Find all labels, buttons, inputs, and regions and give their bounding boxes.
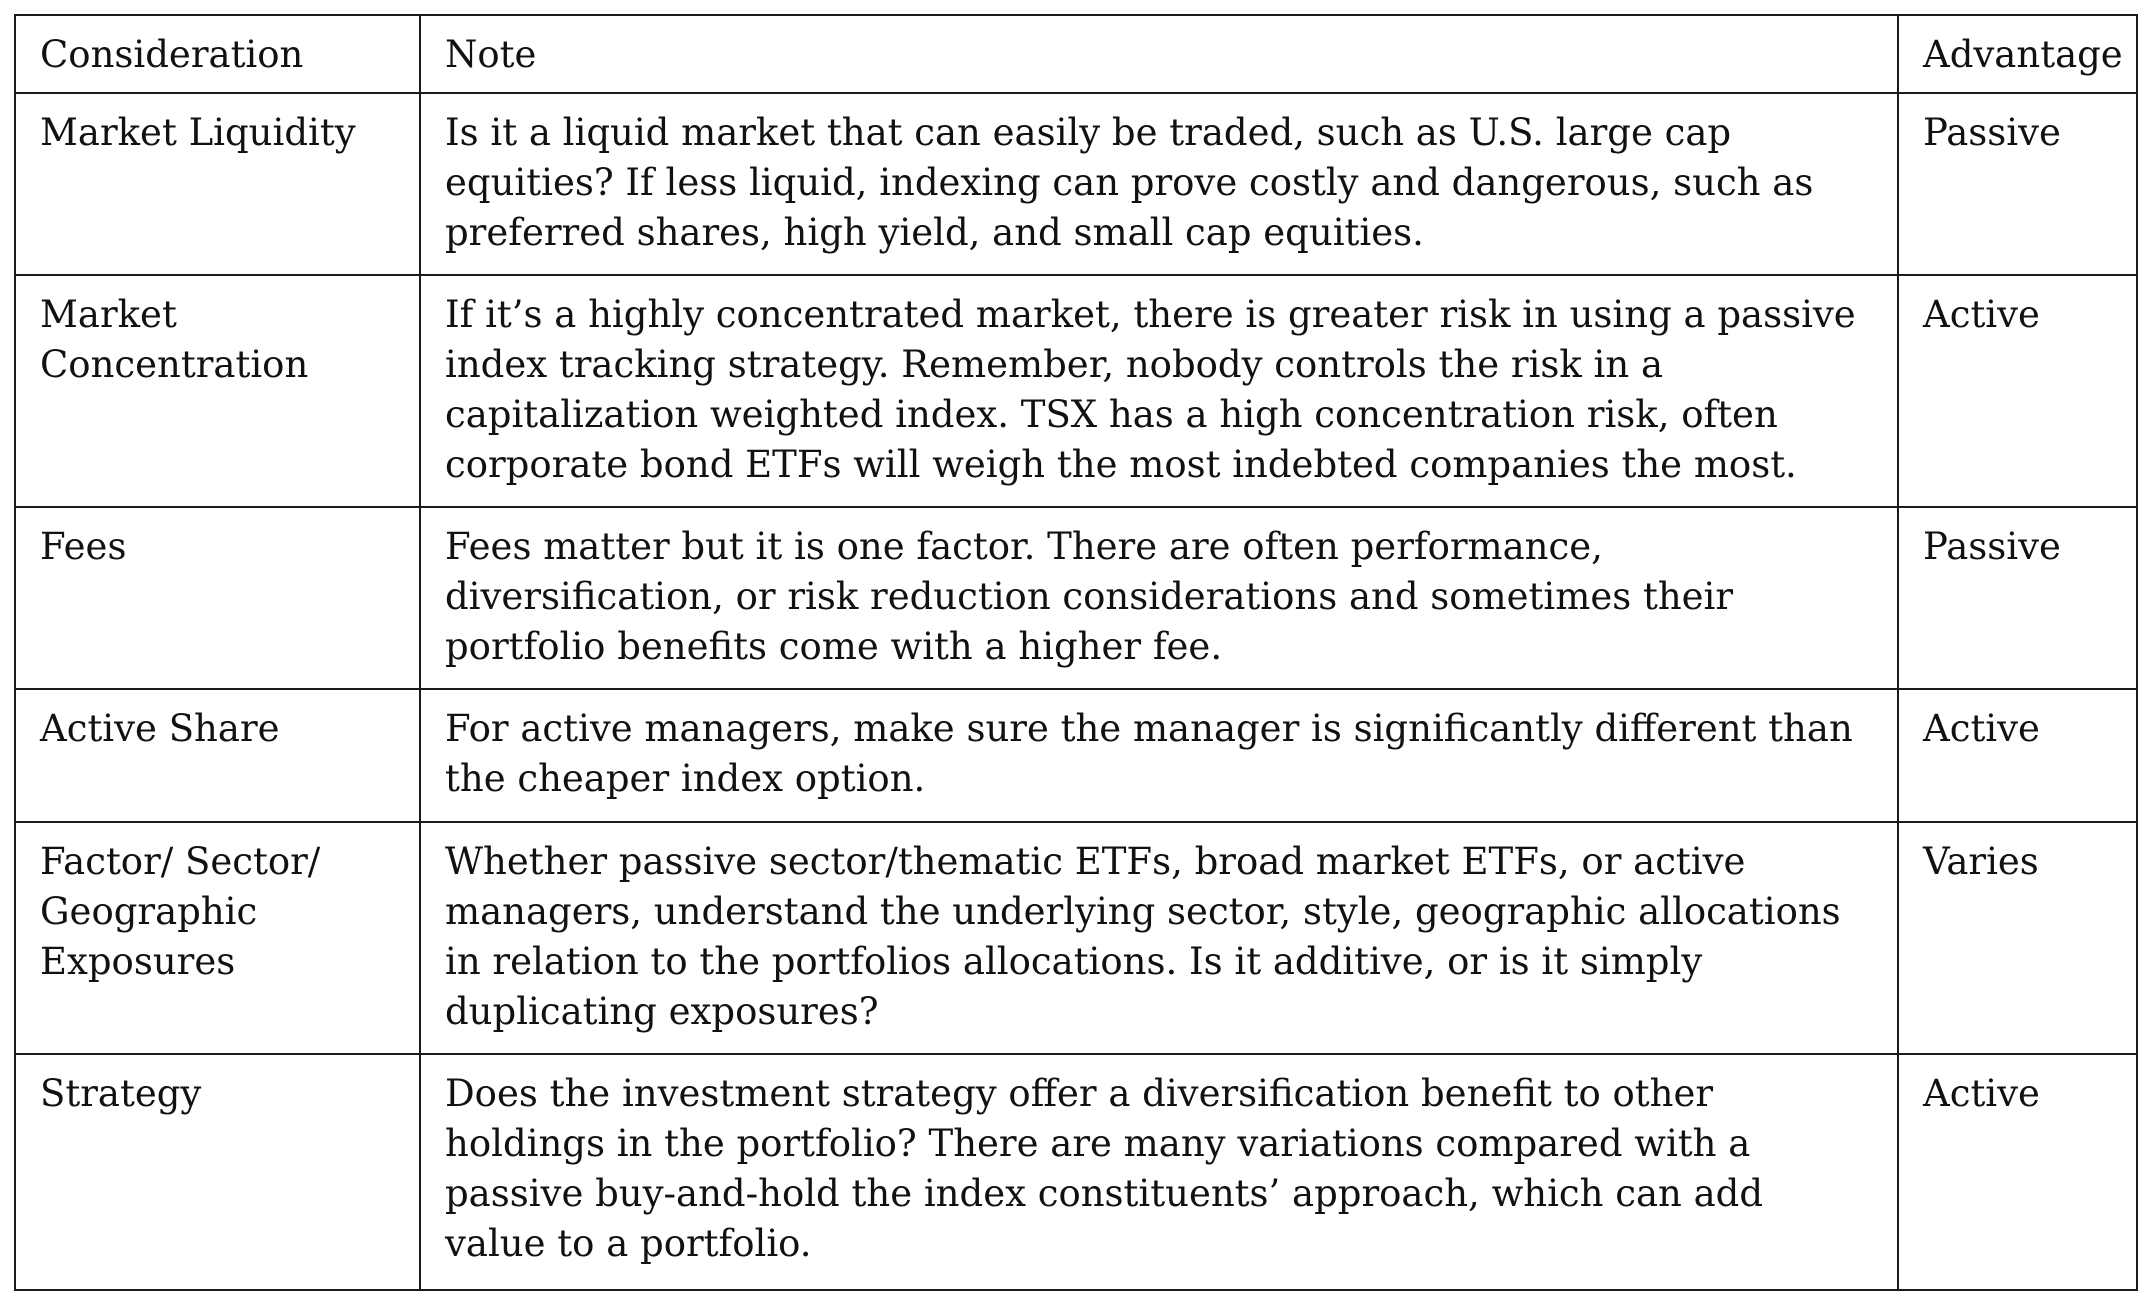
- advantage-cell: Passive: [1898, 93, 2137, 275]
- consideration-cell: Market Liquidity: [15, 93, 420, 275]
- note-cell: For active managers, make sure the manager is significantly different than the cheaper index option.: [420, 689, 1898, 822]
- note-cell: Does the investment strategy offer a diversification benefit to other holdings in the portfolio? There are many variations compared with a passive buy-and-hold the index constituents’ approach, which can add value to a portfolio.: [420, 1054, 1898, 1290]
- consideration-cell: Fees: [15, 507, 420, 689]
- consideration-cell: Factor/ Sector/ Geographic Exposures: [15, 822, 420, 1054]
- table-row: [15, 689, 2137, 822]
- note-cell: Is it a liquid market that can easily be traded, such as U.S. large cap equities? If less liquid, indexing can prove costly and dangerous, such as preferred shares, high yield, and small cap equities.: [420, 93, 1898, 275]
- advantage-cell: Active: [1898, 275, 2137, 507]
- table-row: [15, 275, 2137, 507]
- consideration-cell: Strategy: [15, 1054, 420, 1290]
- advantage-cell: Passive: [1898, 507, 2137, 689]
- note-cell: Fees matter but it is one factor. There are often performance, diversification, or risk reduction considerations and sometimes their portfolio benefits come with a higher fee.: [420, 507, 1898, 689]
- header-note: Note: [420, 15, 1898, 93]
- advantage-cell: Active: [1898, 1054, 2137, 1290]
- table-row: [15, 1054, 2137, 1290]
- consideration-cell: Market Concentration: [15, 275, 420, 507]
- table-row: [15, 822, 2137, 1054]
- note-cell: Whether passive sector/thematic ETFs, broad market ETFs, or active managers, understand the underlying sector, style, geographic allocations in relation to the portfolios allocations. Is it additive, or is it simply duplicating exposures?: [420, 822, 1898, 1054]
- considerations-table: [14, 14, 2138, 1291]
- note-cell: If it’s a highly concentrated market, there is greater risk in using a passive index tracking strategy. Remember, nobody controls the risk in a capitalization weighted index. TSX has a high concentration risk, often corporate bond ETFs will weigh the most indebted companies the most.: [420, 275, 1898, 507]
- header-advantage: Advantage: [1898, 15, 2137, 93]
- advantage-cell: Varies: [1898, 822, 2137, 1054]
- table-row: [15, 507, 2137, 689]
- consideration-cell: Active Share: [15, 689, 420, 822]
- header-consideration: Consideration: [15, 15, 420, 93]
- table-header-row: [15, 15, 2137, 93]
- table-row: [15, 93, 2137, 275]
- advantage-cell: Active: [1898, 689, 2137, 822]
